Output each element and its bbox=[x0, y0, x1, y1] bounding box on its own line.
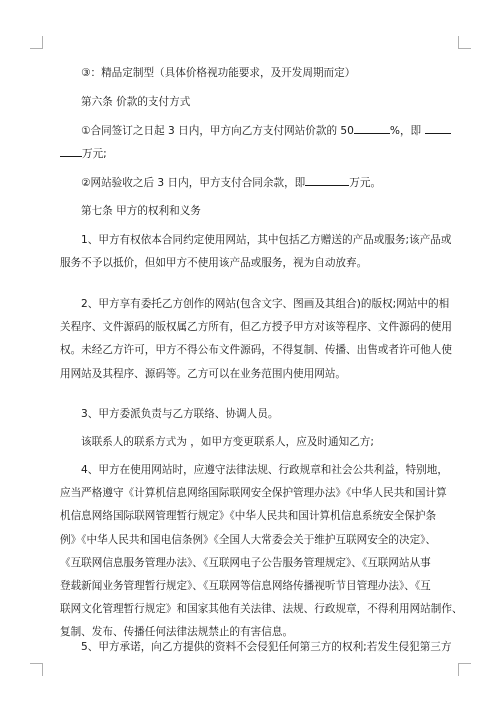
paragraph-contact: 该联系人的联系方式为 ，如甲方变更联系人，应及时通知乙方; bbox=[81, 436, 374, 448]
paragraph-right-5: 5、甲方承诺，向乙方提供的资料不会侵犯任何第三方的权利;若发生侵犯第三方 bbox=[81, 641, 452, 653]
paragraph-line: 登载新闻业务管理暂行规定》、《互联网等信息网络传播视听节目管理办法》、《互 bbox=[60, 579, 431, 592]
crop-mark-top-left bbox=[30, 36, 43, 49]
paragraph-line: 服务不予以抵价，但如甲方不使用该产品或服务，视为自动放弃。 bbox=[60, 257, 368, 270]
article-seven-heading: 第七条 甲方的权利和义务 bbox=[81, 205, 201, 217]
paragraph-line: 联网文化管理暂行规定》和国家其他有关法律、法规、行政规章，不得利用网站制作、 bbox=[60, 603, 463, 616]
blank-field-amount-start bbox=[425, 122, 451, 134]
paragraph-right-3: 3、甲方委派负责与乙方联络、协调人员。 bbox=[81, 408, 279, 420]
paragraph-line: 2、甲方享有委托乙方创作的网站(包含文字、图画及其组合)的版权;网站中的相 bbox=[81, 298, 450, 310]
crop-mark-bottom-right bbox=[458, 663, 471, 676]
blank-field-remaining-amount bbox=[305, 174, 349, 186]
paragraph-payment-second bbox=[60, 172, 440, 195]
paragraph-line: 关程序、文件源码的版权属乙方所有，但乙方授予甲方对该等程序、文件源码的使用 bbox=[60, 321, 452, 334]
paragraph-right-1 bbox=[60, 229, 452, 275]
payment-second-unit-text: 万元。 bbox=[349, 177, 382, 189]
paragraph-line: 用网站及其程序、源码等。乙方可以在业务范围内使用网站。 bbox=[60, 367, 347, 380]
paragraph-line: 例》《中华人民共和国电信条例》《全国人大常委会关于维护互联网安全的决定》、 bbox=[60, 533, 437, 546]
paragraph-line: 4、甲方在使用网站时，应遵守法律法规、行政规章和社会公共利益，特别地， bbox=[81, 464, 448, 476]
paragraph-pricing-custom: ③：精品定制型（具体价格视功能要求，及开发周期而定） bbox=[81, 67, 356, 79]
paragraph-line: 复制、发布、传播任何法律法规禁止的有害信息。 bbox=[60, 626, 294, 639]
payment-first-percent-text: %，即 bbox=[389, 125, 422, 137]
payment-first-unit-text: 万元; bbox=[82, 148, 107, 161]
crop-mark-top-right bbox=[458, 36, 471, 49]
paragraph-line: 《互联网信息服务管理办法》、《互联网电子公告服务管理规定》、《互联网站从事 bbox=[60, 556, 431, 569]
paragraph-right-4 bbox=[60, 459, 463, 645]
paragraph-line: 权。未经乙方许可，甲方不得公布文件源码，不得复制、传播、出售或者许可他人使 bbox=[60, 344, 452, 357]
paragraph-line: 1、甲方有权依本合同约定使用网站，其中包括乙方赠送的产品或服务;该产品或 bbox=[81, 234, 452, 246]
crop-mark-bottom-left bbox=[30, 663, 43, 676]
payment-second-text: ②网站验收之后 3 日内，甲方支付合同余款，即 bbox=[81, 177, 306, 189]
payment-first-text: ①合同签订之日起 3 日内，甲方向乙方支付网站价款的 50 bbox=[81, 125, 354, 137]
blank-field-amount-end bbox=[60, 145, 82, 157]
paragraph-right-2 bbox=[60, 293, 452, 386]
paragraph-payment-first bbox=[60, 120, 440, 166]
paragraph-line: 机信息网络国际联网管理暂行规定》《中华人民共和国计算机信息系统安全保护条 bbox=[60, 510, 437, 523]
paragraph-line: 应当严格遵守《计算机信息网络国际联网安全保护管理办法》《中华人民共和国计算 bbox=[60, 487, 447, 500]
article-six-heading: 第六条 价款的支付方式 bbox=[81, 96, 191, 108]
blank-field-percent bbox=[354, 122, 390, 134]
